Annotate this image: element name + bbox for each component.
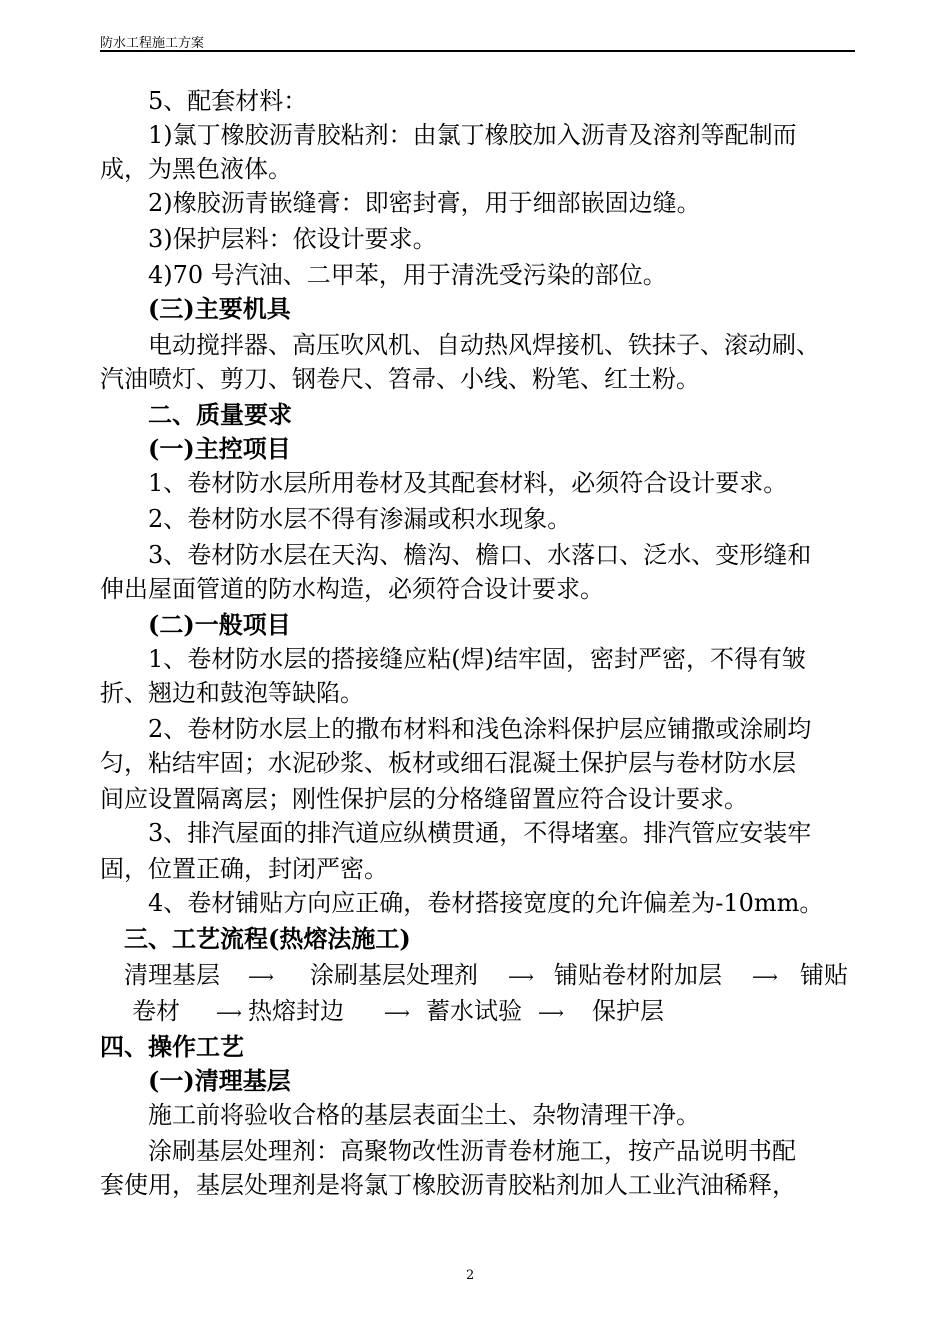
text-line: 间应设置隔离层；刚性保护层的分格缝留置应符合设计要求。 [100, 785, 748, 813]
text-line: 电动搅拌器、高压吹风机、自动热风焊接机、铁抹子、滚动刷、 [148, 331, 820, 359]
header-title: 防水工程施工方案 [100, 36, 205, 51]
section-heading: 四、操作工艺 [100, 1032, 244, 1061]
text-line: 1)氯丁橡胶沥青胶粘剂：由氯丁橡胶加入沥青及溶剂等配制而 [148, 121, 797, 149]
text-line: 匀，粘结牢固；水泥砂浆、板材或细石混凝土保护层与卷材防水层 [100, 749, 796, 777]
text-line: 涂刷基层处理剂：高聚物改性沥青卷材施工，按产品说明书配 [148, 1137, 796, 1165]
flow-step: 热熔封边 [248, 997, 344, 1025]
text-line: 3、卷材防水层在天沟、檐沟、檐口、水落口、泛水、变形缝和 [148, 541, 812, 569]
text-line: 3、排汽屋面的排汽道应纵横贯通，不得堵塞。排汽管应安装牢 [148, 819, 812, 847]
arrow-right-icon: ⟶ [216, 1003, 242, 1024]
text-line: 2)橡胶沥青嵌缝膏：即密封膏，用于细部嵌固边缝。 [148, 189, 701, 217]
section-heading: (二)一般项目 [148, 610, 291, 639]
arrow-right-icon: ⟶ [752, 967, 778, 988]
arrow-right-icon: ⟶ [384, 1003, 410, 1024]
text-line: 折、翘边和鼓泡等缺陷。 [100, 679, 364, 707]
text-line: 汽油喷灯、剪刀、钢卷尺、笤帚、小线、粉笔、红土粉。 [100, 365, 700, 393]
text-line: 成，为黑色液体。 [100, 155, 292, 183]
text-line: 伸出屋面管道的防水构造，必须符合设计要求。 [100, 575, 604, 603]
text-line: 4)70 号汽油、二甲苯，用于清洗受污染的部位。 [148, 261, 667, 289]
flow-step: 卷材 [132, 997, 180, 1025]
flow-step: 蓄水试验 [426, 997, 522, 1025]
flow-step: 清理基层 [124, 961, 220, 989]
arrow-right-icon: ⟶ [248, 967, 274, 988]
page-number: 2 [466, 1268, 475, 1283]
arrow-right-icon: ⟶ [508, 967, 534, 988]
flow-step: 涂刷基层处理剂 [310, 961, 478, 989]
text-line: 4、卷材铺贴方向应正确，卷材搭接宽度的允许偏差为-10mm。 [148, 889, 824, 917]
section-heading: 二、质量要求 [148, 400, 292, 429]
flow-step: 保护层 [592, 997, 664, 1025]
arrow-right-icon: ⟶ [538, 1003, 564, 1024]
page-header [100, 28, 855, 52]
text-line: 2、卷材防水层不得有渗漏或积水现象。 [148, 505, 572, 533]
text-line: 2、卷材防水层上的撒布材料和浅色涂料保护层应铺撒或涂刷均 [148, 715, 812, 743]
text-line: 1、卷材防水层所用卷材及其配套材料，必须符合设计要求。 [148, 469, 788, 497]
text-line: 3)保护层料：依设计要求。 [148, 225, 437, 253]
text-line: 5、配套材料： [148, 87, 308, 115]
text-line: 固，位置正确，封闭严密。 [100, 855, 388, 883]
section-heading: (一)主控项目 [148, 434, 291, 463]
text-line: 套使用，基层处理剂是将氯丁橡胶沥青胶粘剂加人工业汽油稀释， [100, 1171, 796, 1199]
section-heading: (三)主要机具 [148, 294, 291, 323]
text-line: 施工前将验收合格的基层表面尘土、杂物清理干净。 [148, 1101, 700, 1129]
flow-step: 铺贴卷材附加层 [554, 961, 722, 989]
section-heading: (一)清理基层 [148, 1066, 291, 1095]
section-heading: 三、工艺流程(热熔法施工) [124, 924, 411, 953]
flow-step: 铺贴 [800, 961, 848, 989]
text-line: 1、卷材防水层的搭接缝应粘(焊)结牢固，密封严密，不得有皱 [148, 645, 806, 673]
